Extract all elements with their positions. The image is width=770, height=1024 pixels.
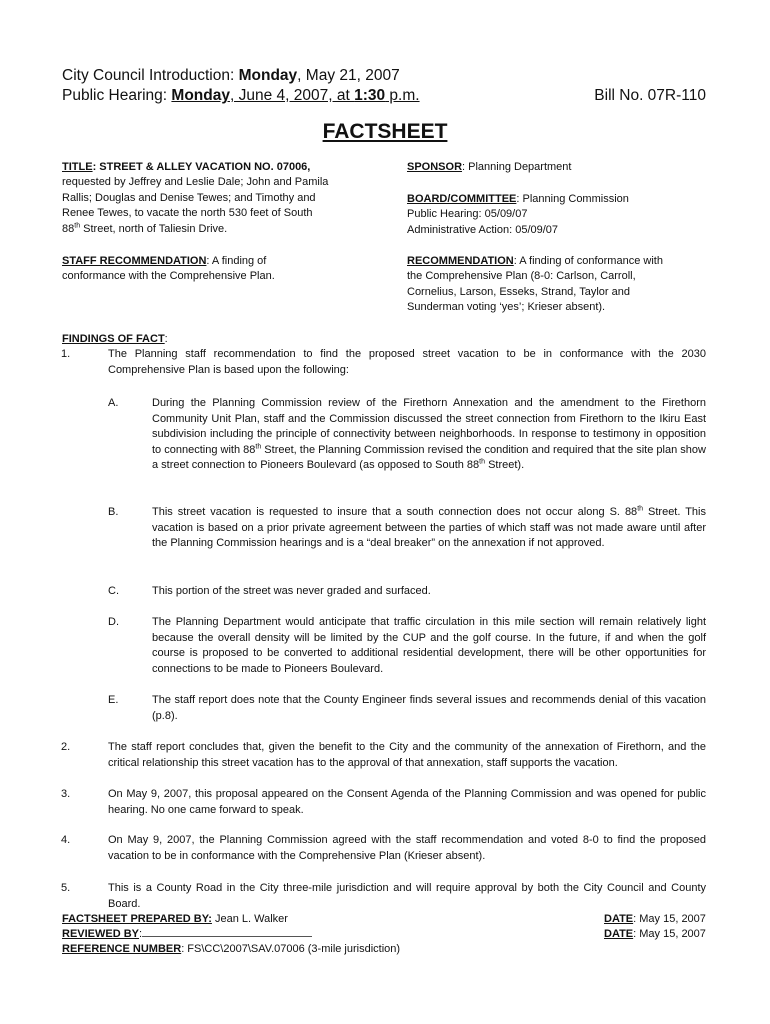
title-line: requested by Jeffrey and Leslie Dale; John and Pamila xyxy=(62,176,329,189)
board-committee-text: : Planning Commission xyxy=(516,193,629,205)
sponsor-text: : Planning Department xyxy=(462,161,572,173)
date-reviewed: DATE: May 15, 2007 xyxy=(604,928,706,940)
intro-date: , May 21, 2007 xyxy=(297,67,400,84)
title-line: Renee Tewes, to vacate the north 530 feet of South xyxy=(62,207,313,220)
staff-recommendation-text-2: conformance with the Comprehensive Plan. xyxy=(62,270,275,283)
staff-recommendation-text: : A finding of xyxy=(206,255,267,267)
title-line: Rallis; Douglas and Denise Tewes; and Timothy and xyxy=(62,191,316,204)
intro-day: Monday xyxy=(238,67,298,84)
title-heading: : STREET & ALLEY VACATION NO. 07006, xyxy=(92,161,311,173)
factsheet-page: City Council Introduction: Monday, May 21, 2007 Public Hearing: Monday, June 4, 2007, at 1:30 p.m. Bill No. 07R-110 FACTSHEET TITLE: STREET & ALLEY VACATION NO. 07006, requested by Jeffrey and Leslie Dale; John and Pamila Rallis; Douglas and Denise Tewes; and Timothy and Renee Tewes, to vacate the north 530 feet of South 88th Street, north of Taliesin Drive. STAFF RECOMMENDATION: A finding of conformance with the Comprehensive Plan. SPONSOR: Planning Department BOARD/COMMITTEE: Planning Commission Public Hearing: 05/09/07 Administrative Action: 05/09/07 RECOMMENDATION: A finding of conformance with the Comprehensive Plan (8-0: Carlson, Carroll, Cornelius, Larson, Esseks, Strand, Taylor and Sunderman voting ‘yes’; Krieser absent). FINDINGS OF FACT: 1. The Planning staff recommendation to find the proposed street vacation to be in conformance with the 2030 Comprehensive Plan is based upon the following: A. During the Planning Commission review of the Firethorn Annexation and the amendment to the Firethorn Community Unit Plan, staff and the Commission discussed the street connection from Firethorn to the Ikiru East subdivision including the principle of connectivity between neighborhoods. In response to testimony in opposition to connecting with 88th Street, the Planning Commission revised the condition and required that the site plan show a street connection to Pioneers Boulevard (as opposed to South 88th Street). B. This street vacation is requested to insure that a south connection does not occur along S. 88th Street. This vacation is based on a prior private agreement between the parties of which staff was not made aware until after the Planning Commission hearings and is a “deal breaker” on the annexation if not approved. C. This portion of the street was never graded and surfaced. D. The Planning Department would anticipate that traffic circulation in this mile section will remain relatively light because the overall density will be limited by the CUP and the golf course. In the future, if and when the golf course is proposed to be converted to additional residential development, there will be other opportunities for connections to be made to Pioneers Boulevard. E. The staff report does note that the County Engineer finds several issues and recommends denial of this vacation (p.8). 2. The staff report concludes that, given the benefit to the City and the community of the annexation of Firethorn, and the critical relationship this street vacation has to the approval of that annexation, staff supports the vacation. 3. On May 9, 2007, this proposal appeared on the Consent Agenda of the Planning Commission and was opened for public hearing. No one came forward to speak. 4. On May 9, 2007, the Planning Commission agreed with the staff recommendation and voted 8-0 to find the proposed vacation to be in conformance with the Comprehensive Plan (Krieser absent). 5. This is a County Road in the City three-mile jurisdiction and will require approval by both the City Council and County Board. FACTSHEET PREPARED BY: Jean L. Walker REVIEWED BY: REFERENCE NUMBER: FS\CC\2007\SAV.07006 (3-mile jurisdiction) DATE: May 15, 2007 DATE: May 15, 2007 xyxy=(0,0,770,1024)
board-line: Public Hearing: 05/09/07 xyxy=(407,208,528,221)
hearing-time: 1:30 xyxy=(354,87,386,104)
title-line-last: 88th Street, north of Taliesin Drive. xyxy=(62,221,228,235)
recommendation-line: Sunderman voting ‘yes’; Krieser absent). xyxy=(407,301,606,314)
recommendation-block xyxy=(407,254,707,316)
board-committee-block xyxy=(407,192,707,238)
hearing-prefix: Public Hearing: xyxy=(62,87,172,104)
bill-number: Bill No. 07R-110 xyxy=(594,87,706,104)
sponsor-label: SPONSOR xyxy=(407,161,463,173)
recommendation-text: : A finding of conformance with xyxy=(513,255,663,267)
findings-heading: FINDINGS OF FACT: xyxy=(62,333,168,345)
hearing-date: , June 4, 2007, at xyxy=(229,87,355,104)
recommendation-line: the Comprehensive Plan (8-0: Carlson, Carroll, xyxy=(407,270,636,283)
sponsor-block xyxy=(407,160,707,175)
board-committee-label: BOARD/COMMITTEE xyxy=(407,193,517,205)
hearing-ampm: p.m. xyxy=(385,87,420,104)
recommendation-line: Cornelius, Larson, Esseks, Strand, Taylor and xyxy=(407,285,630,298)
staff-recommendation-label: STAFF RECOMMENDATION xyxy=(62,255,207,267)
date-prepared: DATE: May 15, 2007 xyxy=(604,913,706,925)
recommendation-label: RECOMMENDATION xyxy=(407,255,514,267)
board-line: Administrative Action: 05/09/07 xyxy=(407,223,559,236)
public-hearing-line xyxy=(62,86,420,105)
page-title: FACTSHEET xyxy=(322,120,448,143)
intro-prefix: City Council Introduction: xyxy=(62,67,239,84)
council-introduction-line xyxy=(62,66,400,85)
title-label: TITLE xyxy=(62,161,93,173)
signature-line xyxy=(142,936,312,937)
staff-recommendation-block xyxy=(62,254,362,285)
hearing-day: Monday xyxy=(171,87,230,104)
prepared-by: FACTSHEET PREPARED BY: Jean L. Walker xyxy=(62,913,288,925)
reviewed-by: REVIEWED BY: xyxy=(62,927,312,942)
reference-number: REFERENCE NUMBER: FS\CC\2007\SAV.07006 (3-mile jurisdiction) xyxy=(62,943,401,955)
title-block xyxy=(62,160,362,237)
